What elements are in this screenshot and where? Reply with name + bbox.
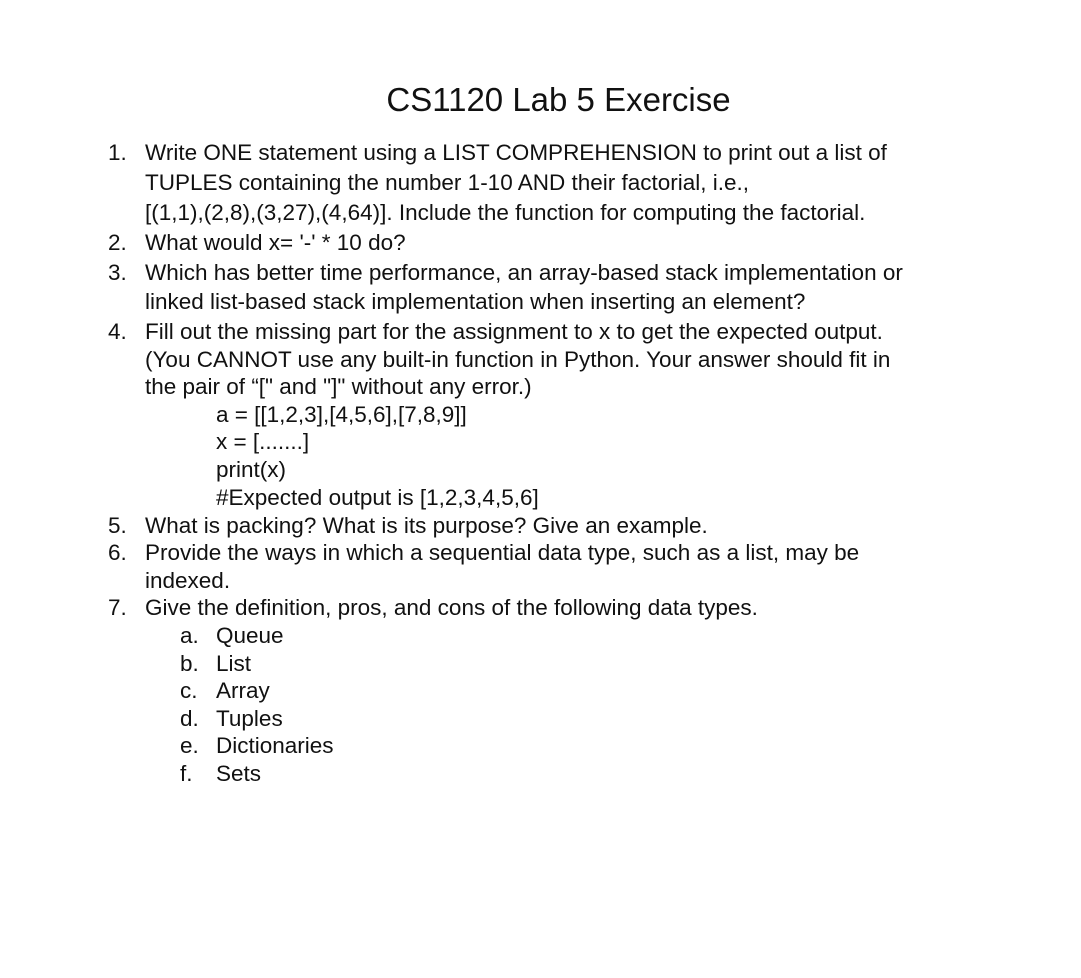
q6-line-2: indexed. xyxy=(145,568,231,593)
q4-line-3: the pair of “[" and "]" without any error.) xyxy=(145,374,532,399)
q7-subitem-queue: Queue xyxy=(216,623,284,648)
q7-line-1: Give the definition, pros, and cons of the following data types. xyxy=(145,595,758,620)
q2-number: 2. xyxy=(108,230,127,255)
q4-code-line-3: print(x) xyxy=(216,457,287,482)
q4-code-line-1: a = [[1,2,3],[4,5,6],[7,8,9]] xyxy=(216,402,467,427)
q7-subitem-letter-e: e. xyxy=(180,733,199,758)
q1-line-2: TUPLES containing the number 1-10 AND their factorial, i.e., xyxy=(145,170,750,195)
q6-number: 6. xyxy=(108,540,127,565)
q3-number: 3. xyxy=(108,260,127,285)
q3-line-2: linked list-based stack implementation when inserting an element? xyxy=(145,289,806,314)
page-title: CS1120 Lab 5 Exercise xyxy=(386,81,731,118)
q3-line-1: Which has better time performance, an array-based stack implementation or xyxy=(145,260,903,285)
q7-subitem-array: Array xyxy=(216,678,270,703)
q5-number: 5. xyxy=(108,513,127,538)
q7-subitem-letter-c: c. xyxy=(180,678,198,703)
q1-number: 1. xyxy=(108,140,127,165)
q4-number: 4. xyxy=(108,319,127,344)
q2-line-1: What would x= '-' * 10 do? xyxy=(145,230,406,255)
q7-subitem-list: List xyxy=(216,651,252,676)
q1-line-3: [(1,1),(2,8),(3,27),(4,64)]. Include the function for computing the factorial. xyxy=(145,200,866,225)
q7-number: 7. xyxy=(108,595,127,620)
q1-line-1: Write ONE statement using a LIST COMPREHENSION to print out a list of xyxy=(145,140,887,165)
q7-subitem-dictionaries: Dictionaries xyxy=(216,733,334,758)
q4-line-1: Fill out the missing part for the assignment to x to get the expected output. xyxy=(145,319,883,344)
q7-subitem-tuples: Tuples xyxy=(216,706,283,731)
q4-code-line-2: x = [.......] xyxy=(216,429,310,454)
q4-code-line-4: #Expected output is [1,2,3,4,5,6] xyxy=(216,485,539,510)
q7-subitem-letter-f: f. xyxy=(180,761,193,786)
q7-subitem-letter-a: a. xyxy=(180,623,199,648)
q7-subitem-letter-b: b. xyxy=(180,651,199,676)
q7-subitem-sets: Sets xyxy=(216,761,262,786)
q5-line-1: What is packing? What is its purpose? Give an example. xyxy=(145,513,708,538)
q4-line-2: (You CANNOT use any built-in function in Python. Your answer should fit in xyxy=(145,347,891,372)
q7-subitem-letter-d: d. xyxy=(180,706,199,731)
q6-line-1: Provide the ways in which a sequential data type, such as a list, may be xyxy=(145,540,860,565)
